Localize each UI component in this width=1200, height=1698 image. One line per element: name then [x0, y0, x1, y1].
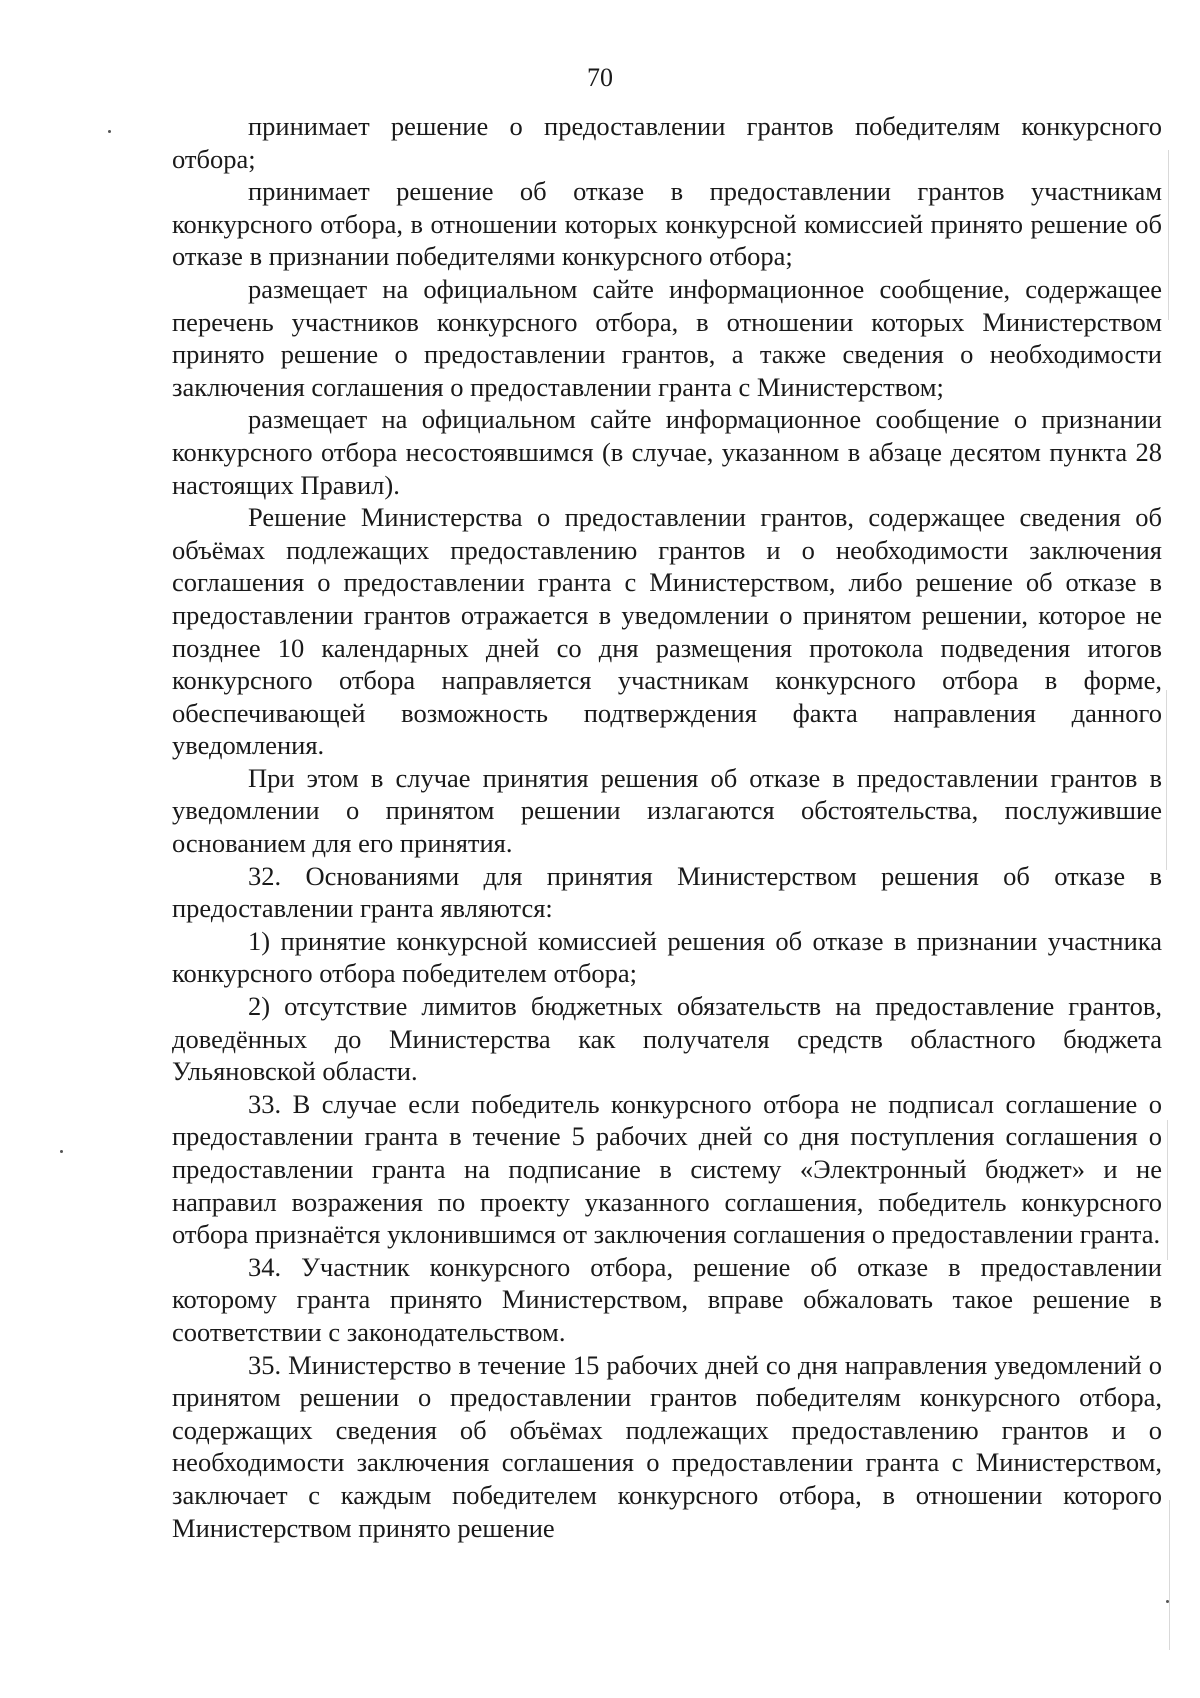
paragraph-decision-grants: принимает решение о предоставлении грантов победителям конкурсного отбора;: [172, 111, 1162, 174]
scan-edge-mark: [1168, 150, 1169, 320]
scan-speck: [108, 130, 111, 133]
scan-edge-mark: [1166, 690, 1167, 870]
paragraph-clause-34: 34. Участник конкурсного отбора, решение об отказе в предоставлении которому гранта принято Министерством, вправе обжаловать такое решение в соответствии с законодательством.: [172, 1251, 1162, 1347]
paragraph-clause-35: 35. Министерство в течение 15 рабочих дней со дня направления уведомлений о принятом решении о предоставлении грантов победителям конкурсного отбора, содержащих сведения об объёмах подлежащих предоставлению грантов и о необходимости заключения соглашения о предоставлении гранта с Министерством, заключает с каждым победителем конкурсного отбора, в отношении которого Министерством принято решение: [172, 1349, 1162, 1543]
scan-edge-mark: [1169, 1500, 1170, 1650]
paragraph-publish-list: размещает на официальном сайте информационное сообщение, содержащее перечень участников конкурсного отбора, в отношении которых Министерством принято решение о предоставлении грантов, а также сведения о необходимости заключения соглашения о предоставлении гранта с Министерством;: [172, 273, 1162, 402]
document-body: [172, 110, 1162, 1544]
paragraph-clause-33: 33. В случае если победитель конкурсного отбора не подписал соглашение о предоставлении гранта в течение 5 рабочих дней со дня поступления соглашения о предоставлении гранта на подписание в систему «Электронный бюджет» и не направил возражения по проекту указанного соглашения, победитель конкурсного отбора признаётся уклонившимся от заключения соглашения о предоставлении гранта.: [172, 1088, 1162, 1250]
paragraph-clause-32-item-2: 2) отсутствие лимитов бюджетных обязательств на предоставление грантов, доведённых до Министерства как получателя средств областного бюджета Ульяновской области.: [172, 991, 1162, 1087]
paragraph-clause-32: 32. Основаниями для принятия Министерством решения об отказе в предоставлении гранта являются:: [172, 860, 1162, 924]
scan-edge-mark: [1167, 1120, 1168, 1260]
page-number: 70: [587, 63, 613, 92]
paragraph-decision-refusal: принимает решение об отказе в предоставлении грантов участникам конкурсного отбора, в отношении которых конкурсной комиссией принято решение об отказе в признании победителями конкурсного отбора;: [172, 176, 1162, 272]
scan-speck: [1166, 1600, 1169, 1603]
scan-speck: [60, 1150, 63, 1153]
paragraph-ministry-decision: Решение Министерства о предоставлении грантов, содержащее сведения об объёмах подлежащих предоставлению грантов и о необходимости заключения соглашения о предоставлении гранта с Министерством, либо решение об отказе в предоставлении грантов отражается в уведомлении о принятом решении, которое не позднее 10 календарных дней со дня размещения протокола подведения итогов конкурсного отбора направляется участникам конкурсного отбора в форме, обеспечивающей возможность подтверждения факта направления данного уведомления.: [172, 502, 1162, 761]
paragraph-publish-failed-selection: размещает на официальном сайте информационное сообщение о признании конкурсного отбора несостоявшимся (в случае, указанном в абзаце десятом пункта 28 настоящих Правил).: [172, 404, 1162, 500]
paragraph-refusal-circumstances: При этом в случае принятия решения об отказе в предоставлении грантов в уведомлении о принятом решении излагаются обстоятельства, послужившие основанием для его принятия.: [172, 762, 1162, 859]
paragraph-clause-32-item-1: 1) принятие конкурсной комиссией решения об отказе в признании участника конкурсного отбора победителем отбора;: [172, 925, 1162, 989]
